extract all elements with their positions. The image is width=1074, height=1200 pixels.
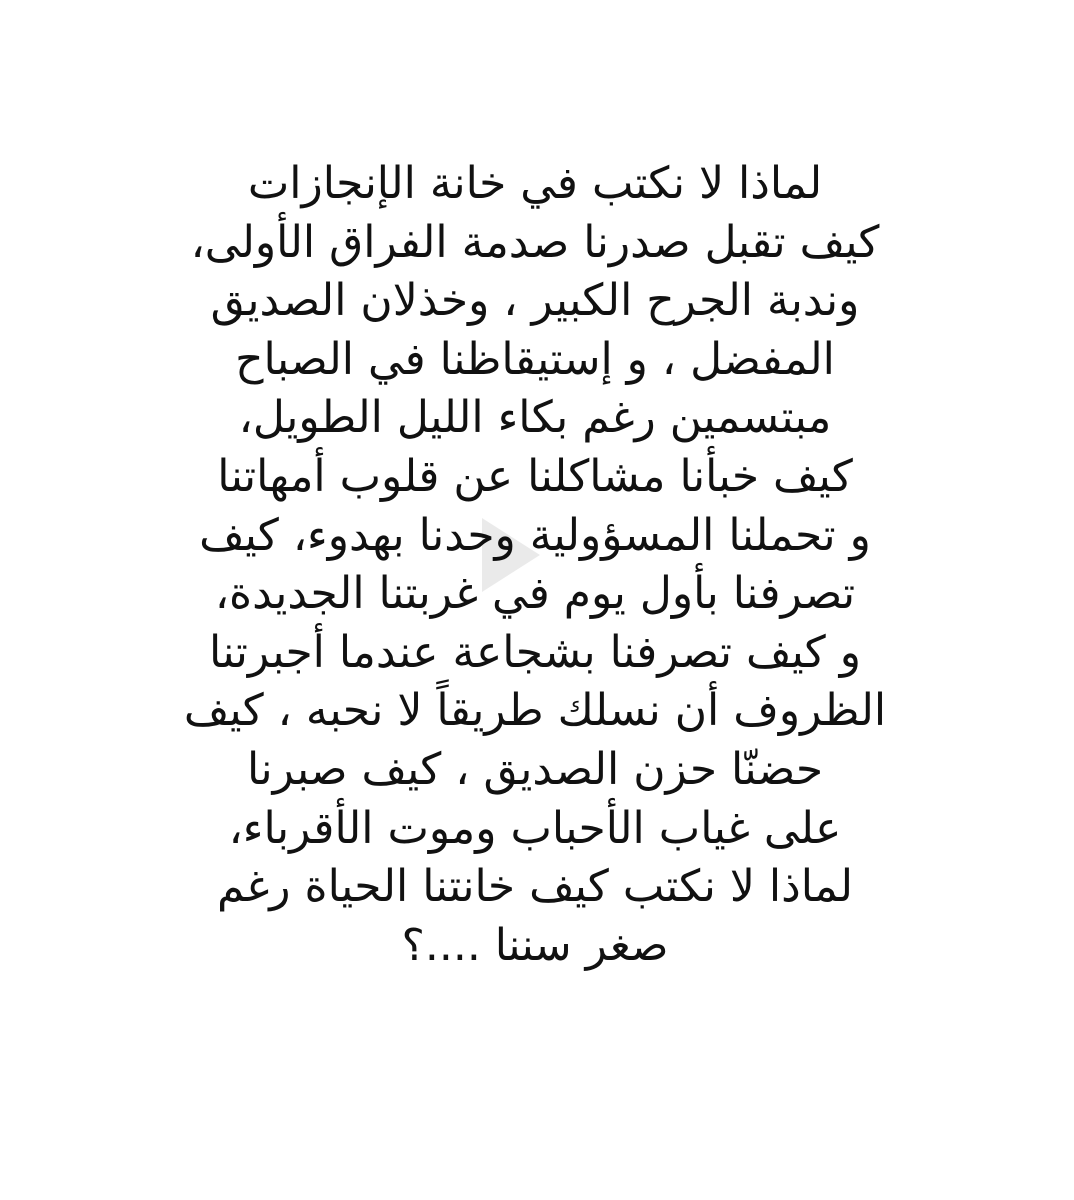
poem-line: تصرفنا بأول يوم في غربتنا الجديدة، [214,568,856,620]
play-icon[interactable] [470,510,550,600]
poem-line: لماذا لا نكتب في خانة الإنجازات [247,158,823,209]
poem-line: صغر سننا ....؟ [401,919,669,971]
poem-line: وندبة الجرح الكبير ، وخذلان الصديق [210,275,860,327]
poem-line: و تحملنا المسؤولية وحدنا بهدوء، كيف [199,509,871,561]
poem-line: على غياب الأحباب وموت الأقرباء، [228,802,842,854]
poem-line: مبتسمين رغم بكاء الليل الطويل، [238,392,832,444]
poem-line: الظروف أن نسلك طريقاً لا نحبه ، كيف [183,685,887,737]
poem-line: و كيف تصرفنا بشجاعة عندما أجبرتنا [208,626,861,678]
poem-line: كيف خبأنا مشاكلنا عن قلوب أمهاتنا [217,450,853,502]
poem-line: لماذا لا نكتب كيف خانتنا الحياة رغم [216,861,853,913]
poem-line: المفضل ، و إستيقاظنا في الصباح [235,333,835,385]
poem-line: كيف تقبل صدرنا صدمة الفراق الأولى، [190,216,880,268]
poem-line: حضنّا حزن الصديق ، كيف صبرنا [246,743,824,795]
